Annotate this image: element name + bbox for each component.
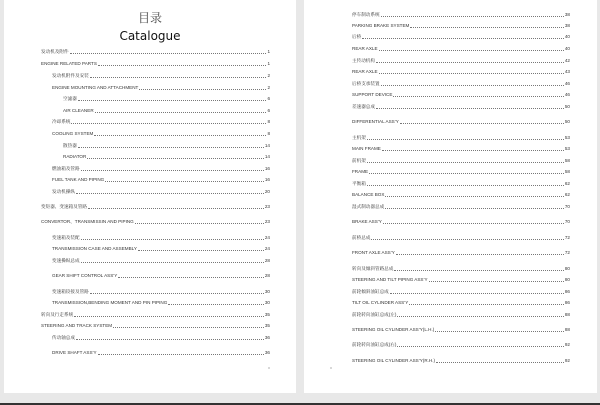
toc-entry-label: STEERING OIL CYLINDER ASS’Y(L.H.): [352, 327, 435, 332]
toc-leader-dots: [376, 62, 564, 63]
toc-entry-label: STEERING OIL CYLINDER ASS’Y(R.H.): [352, 358, 436, 363]
toc-entry-label: FRONT AXLE ASS’Y: [352, 250, 395, 255]
toc-entry-label: 发动机操纵: [52, 189, 75, 194]
toc-page-left: [4, 0, 296, 393]
toc-entry-label: 差速器总成: [352, 104, 375, 109]
toc-entry-page-number: 43: [564, 69, 570, 74]
toc-entry[interactable]: [52, 130, 270, 137]
toc-entry-label: 变矩器、变速箱及管路: [41, 204, 87, 209]
toc-entry-label: 空滤器: [63, 96, 77, 101]
toc-entry-page-number: 92: [564, 342, 570, 347]
toc-entry-page-number: 2: [267, 85, 270, 90]
toc-entry-page-number: 16: [264, 166, 270, 171]
toc-leader-dots: [367, 162, 564, 163]
toc-leader-dots: [397, 316, 563, 317]
toc-entry-page-number: 6: [267, 96, 270, 101]
toc-leader-dots: [409, 304, 564, 305]
toc-leader-dots: [393, 96, 563, 97]
toc-leader-dots: [138, 250, 264, 251]
toc-entry[interactable]: [352, 22, 570, 29]
toc-entry[interactable]: [352, 341, 570, 348]
toc-leader-dots: [78, 147, 264, 148]
toc-entry[interactable]: [52, 334, 270, 341]
toc-entry[interactable]: [352, 33, 570, 40]
toc-leader-dots: [74, 316, 264, 317]
toc-entry[interactable]: [63, 107, 270, 114]
toc-entry-page-number: 92: [564, 358, 570, 363]
page-footer-mark: [330, 367, 332, 369]
toc-leader-dots: [376, 108, 564, 109]
toc-entry[interactable]: [352, 191, 570, 198]
toc-entry[interactable]: [352, 118, 570, 125]
toc-entry[interactable]: [52, 299, 270, 306]
toc-title-chinese: 目录: [137, 11, 162, 25]
toc-entry-label: 变速箱铰接及管路: [52, 289, 89, 294]
toc-leader-dots: [88, 208, 264, 209]
toc-entry-label: CONVERTOR、TRANSMISSIN AND PIPING: [41, 219, 134, 224]
toc-entry-page-number: 8: [267, 119, 270, 124]
toc-leader-dots: [369, 173, 564, 174]
toc-entry-label: 燃油箱及管路: [52, 166, 80, 171]
toc-entry-label: TRANSMISSION CASE AND ASSEMBLY: [52, 246, 137, 251]
toc-entry-page-number: 35: [264, 312, 270, 317]
toc-entry-page-number: 86: [564, 289, 570, 294]
toc-leader-dots: [168, 304, 264, 305]
toc-entry-page-number: 88: [564, 312, 570, 317]
toc-entry-page-number: 46: [564, 81, 570, 86]
toc-entry-page-number: 36: [264, 335, 270, 340]
toc-leader-dots: [379, 50, 564, 51]
toc-entry-label: 主传动机构: [352, 58, 375, 63]
toc-entry[interactable]: [352, 145, 570, 152]
toc-entry[interactable]: [352, 103, 570, 110]
toc-leader-dots: [371, 239, 563, 240]
toc-leader-dots: [78, 100, 267, 101]
toc-entry[interactable]: [352, 357, 570, 364]
toc-leader-dots: [113, 327, 264, 328]
toc-entry-label: COOLING SYSTEM: [52, 131, 94, 136]
toc-leader-dots: [71, 123, 266, 124]
toc-leader-dots: [98, 65, 267, 66]
toc-entry-page-number: 72: [564, 250, 570, 255]
toc-entry[interactable]: [352, 299, 570, 306]
toc-entry[interactable]: [352, 57, 570, 64]
toc-leader-dots: [436, 362, 564, 363]
toc-leader-dots: [390, 293, 564, 294]
toc-leader-dots: [90, 77, 267, 78]
toc-entry-page-number: 72: [564, 235, 570, 240]
toc-entry-label: 前轮倾斜油缸总成: [352, 289, 389, 294]
toc-leader-dots: [139, 89, 266, 90]
toc-entry-page-number: 2: [267, 73, 270, 78]
toc-entry-label: REAR AXLE: [352, 69, 378, 74]
toc-entry[interactable]: [52, 272, 270, 279]
toc-entry[interactable]: [41, 218, 270, 225]
toc-entry-label: 前机架: [352, 158, 366, 163]
toc-entry-label: REAR AXLE: [352, 46, 378, 51]
toc-entry[interactable]: [63, 153, 270, 160]
toc-entry[interactable]: [352, 265, 570, 272]
toc-entry-page-number: 38: [564, 23, 570, 28]
toc-entry-label: 转向及倾斜管路总成: [352, 266, 394, 271]
toc-entry-label: 传动轴总成: [52, 335, 75, 340]
toc-entry[interactable]: [352, 45, 570, 52]
toc-entry-page-number: 38: [564, 12, 570, 17]
toc-entry[interactable]: [52, 257, 270, 264]
toc-entry-page-number: 6: [267, 108, 270, 113]
toc-entry[interactable]: [352, 134, 570, 141]
toc-entry-label: 主机架: [352, 135, 366, 140]
toc-entry[interactable]: [352, 276, 570, 283]
toc-entry-label: 后桥支承装置: [352, 81, 380, 86]
toc-leader-dots: [382, 150, 564, 151]
toc-entry[interactable]: [52, 245, 270, 252]
toc-entry-page-number: 62: [564, 192, 570, 197]
toc-entry-page-number: 80: [564, 266, 570, 271]
toc-entry-page-number: 50: [564, 119, 570, 124]
toc-leader-dots: [87, 158, 264, 159]
toc-leader-dots: [94, 135, 266, 136]
toc-entry-label: 后桥: [352, 34, 362, 39]
toc-entry[interactable]: [352, 68, 570, 75]
toc-entry[interactable]: [352, 91, 570, 98]
toc-entry-label: 湿式制动器总成: [352, 204, 385, 209]
toc-leader-dots: [76, 193, 264, 194]
toc-entry-label: DIFFERENTIAL ASS’Y: [352, 119, 399, 124]
toc-leader-dots: [381, 16, 564, 17]
toc-leader-dots: [81, 262, 264, 263]
toc-entry-label: TILT OIL CYLINDER ASS’Y: [352, 300, 409, 305]
toc-entry-page-number: 28: [264, 258, 270, 263]
toc-entry[interactable]: [352, 11, 570, 18]
toc-entry-page-number: 14: [264, 154, 270, 159]
toc-entry[interactable]: [352, 249, 570, 256]
toc-leader-dots: [367, 185, 564, 186]
toc-entry-page-number: 8: [267, 131, 270, 136]
toc-entry-page-number: 50: [564, 104, 570, 109]
toc-leader-dots: [76, 339, 264, 340]
toc-leader-dots: [385, 208, 564, 209]
toc-leader-dots: [81, 239, 264, 240]
toc-leader-dots: [90, 293, 264, 294]
toc-leader-dots: [394, 270, 564, 271]
toc-entry-page-number: 70: [564, 204, 570, 209]
toc-entry[interactable]: [52, 176, 270, 183]
toc-entry[interactable]: [41, 48, 270, 55]
toc-entry-label: 冷却系统: [52, 119, 71, 124]
toc-leader-dots: [435, 331, 564, 332]
toc-entry-label: STEERING AND TILT PIPING ASS’Y: [352, 277, 428, 282]
toc-entry-label: STEERING AND TRACK SYSTEM: [41, 323, 113, 328]
toc-entry-label: FRAME: [352, 169, 369, 174]
toc-entry-label: MAIN FRAME: [352, 146, 381, 151]
toc-entry-page-number: 40: [564, 34, 570, 39]
toc-entry-label: 前桥总成: [352, 235, 371, 240]
toc-entry-label: 散热器: [63, 143, 77, 148]
toc-entry[interactable]: [52, 72, 270, 79]
toc-entry-page-number: 23: [264, 204, 270, 209]
toc-entry-page-number: 30: [264, 289, 270, 294]
toc-entry-label: GEAR SHIFT CONTROL ASS’Y: [52, 273, 118, 278]
toc-entry-label: 发动机及附件: [41, 49, 69, 54]
toc-entry[interactable]: [352, 326, 570, 333]
toc-leader-dots: [135, 223, 264, 224]
toc-entry-label: BRAKE ASS’Y: [352, 219, 382, 224]
toc-entry[interactable]: [52, 118, 270, 125]
toc-entry-page-number: 24: [264, 246, 270, 251]
toc-entry-page-number: 28: [264, 273, 270, 278]
toc-entry[interactable]: [41, 203, 270, 210]
toc-entry[interactable]: [52, 349, 270, 356]
toc-leader-dots: [429, 281, 564, 282]
toc-leader-dots: [383, 223, 564, 224]
toc-entry-page-number: 62: [564, 181, 570, 186]
toc-entry-label: 前轮转向油缸总成(左): [352, 312, 397, 317]
toc-entry-page-number: 80: [564, 277, 570, 282]
toc-leader-dots: [396, 254, 564, 255]
toc-entry-page-number: 36: [264, 350, 270, 355]
toc-entry-label: 转向及行走系统: [41, 312, 74, 317]
toc-leader-dots: [385, 196, 563, 197]
toc-entry-page-number: 88: [564, 327, 570, 332]
page-footer-mark: [268, 367, 270, 369]
toc-entry[interactable]: [52, 188, 270, 195]
toc-entry[interactable]: [52, 288, 270, 295]
toc-entry-label: SUPPORT DEVICE: [352, 92, 393, 97]
toc-entry-page-number: 20: [264, 189, 270, 194]
toc-entry-label: 变速箱及装配: [52, 235, 80, 240]
toc-entry-page-number: 40: [564, 46, 570, 51]
toc-leader-dots: [362, 38, 564, 39]
toc-entry-page-number: 30: [264, 300, 270, 305]
toc-entry-page-number: 86: [564, 300, 570, 305]
toc-entry[interactable]: [352, 203, 570, 210]
toc-leader-dots: [379, 73, 564, 74]
toc-entry-label: PARKING BRAKE SYSTEM: [352, 23, 410, 28]
toc-entry[interactable]: [352, 157, 570, 164]
toc-leader-dots: [410, 27, 564, 28]
toc-entry-page-number: 1: [267, 49, 270, 54]
toc-entry[interactable]: [352, 218, 570, 225]
toc-entry-label: DRIVE SHAFT ASS’Y: [52, 350, 97, 355]
toc-entry-page-number: 58: [564, 169, 570, 174]
toc-leader-dots: [381, 85, 564, 86]
toc-entry-label: FUEL TANK AND PIPING: [52, 177, 105, 182]
toc-entry-page-number: 35: [264, 323, 270, 328]
toc-entry-page-number: 1: [267, 61, 270, 66]
toc-entry[interactable]: [352, 288, 570, 295]
toc-entry-label: 发动机附件及安装: [52, 73, 89, 78]
toc-entry-label: ENGINE RELATED PARTS: [41, 61, 97, 66]
toc-entry-label: AIR CLEANER: [63, 108, 94, 113]
toc-leader-dots: [397, 346, 563, 347]
toc-entry[interactable]: [41, 322, 270, 329]
toc-leader-dots: [118, 277, 264, 278]
toc-entry-label: 前轮转向油缸总成(右): [352, 342, 397, 347]
toc-entry-page-number: 42: [564, 58, 570, 63]
toc-entry-label: TRANSMISSION,BENDING MOMENT AND PIN PIPING: [52, 300, 168, 305]
toc-entry[interactable]: [352, 180, 570, 187]
toc-entry[interactable]: [41, 60, 270, 67]
toc-entry[interactable]: [352, 234, 570, 241]
toc-entry[interactable]: [352, 168, 570, 175]
toc-entry-page-number: 16: [264, 177, 270, 182]
toc-entry-page-number: 53: [564, 135, 570, 140]
toc-entry[interactable]: [352, 311, 570, 318]
toc-entry-page-number: 58: [564, 158, 570, 163]
toc-entry[interactable]: [52, 234, 270, 241]
toc-entry-page-number: 53: [564, 146, 570, 151]
toc-leader-dots: [105, 181, 264, 182]
toc-entry-page-number: 46: [564, 92, 570, 97]
toc-title-english: Catalogue: [119, 29, 181, 43]
toc-entry-page-number: 23: [264, 219, 270, 224]
toc-entry[interactable]: [63, 95, 270, 102]
toc-leader-dots: [367, 139, 564, 140]
toc-entry[interactable]: [52, 84, 270, 91]
toc-entry-page-number: 70: [564, 219, 570, 224]
toc-entry-label: 变速操纵总成: [52, 258, 80, 263]
toc-entry-label: ENGINE MOUNTING AND ATTACHMENT: [52, 85, 139, 90]
toc-entry-page-number: 14: [264, 143, 270, 148]
toc-entry-label: 停车制动系统: [352, 12, 380, 17]
toc-entry[interactable]: [52, 165, 270, 172]
toc-leader-dots: [95, 112, 267, 113]
toc-entry-page-number: 24: [264, 235, 270, 240]
toc-entry[interactable]: [41, 311, 270, 318]
toc-leader-dots: [400, 123, 564, 124]
toc-entry[interactable]: [63, 142, 270, 149]
toc-leader-dots: [70, 53, 267, 54]
toc-entry-label: 平衡箱: [352, 181, 366, 186]
toc-leader-dots: [81, 170, 264, 171]
toc-entry-label: BALANCE BOX: [352, 192, 385, 197]
toc-page-right: [304, 0, 597, 393]
toc-leader-dots: [98, 354, 264, 355]
toc-entry-label: RADIATOR: [63, 154, 87, 159]
toc-entry[interactable]: [352, 80, 570, 87]
